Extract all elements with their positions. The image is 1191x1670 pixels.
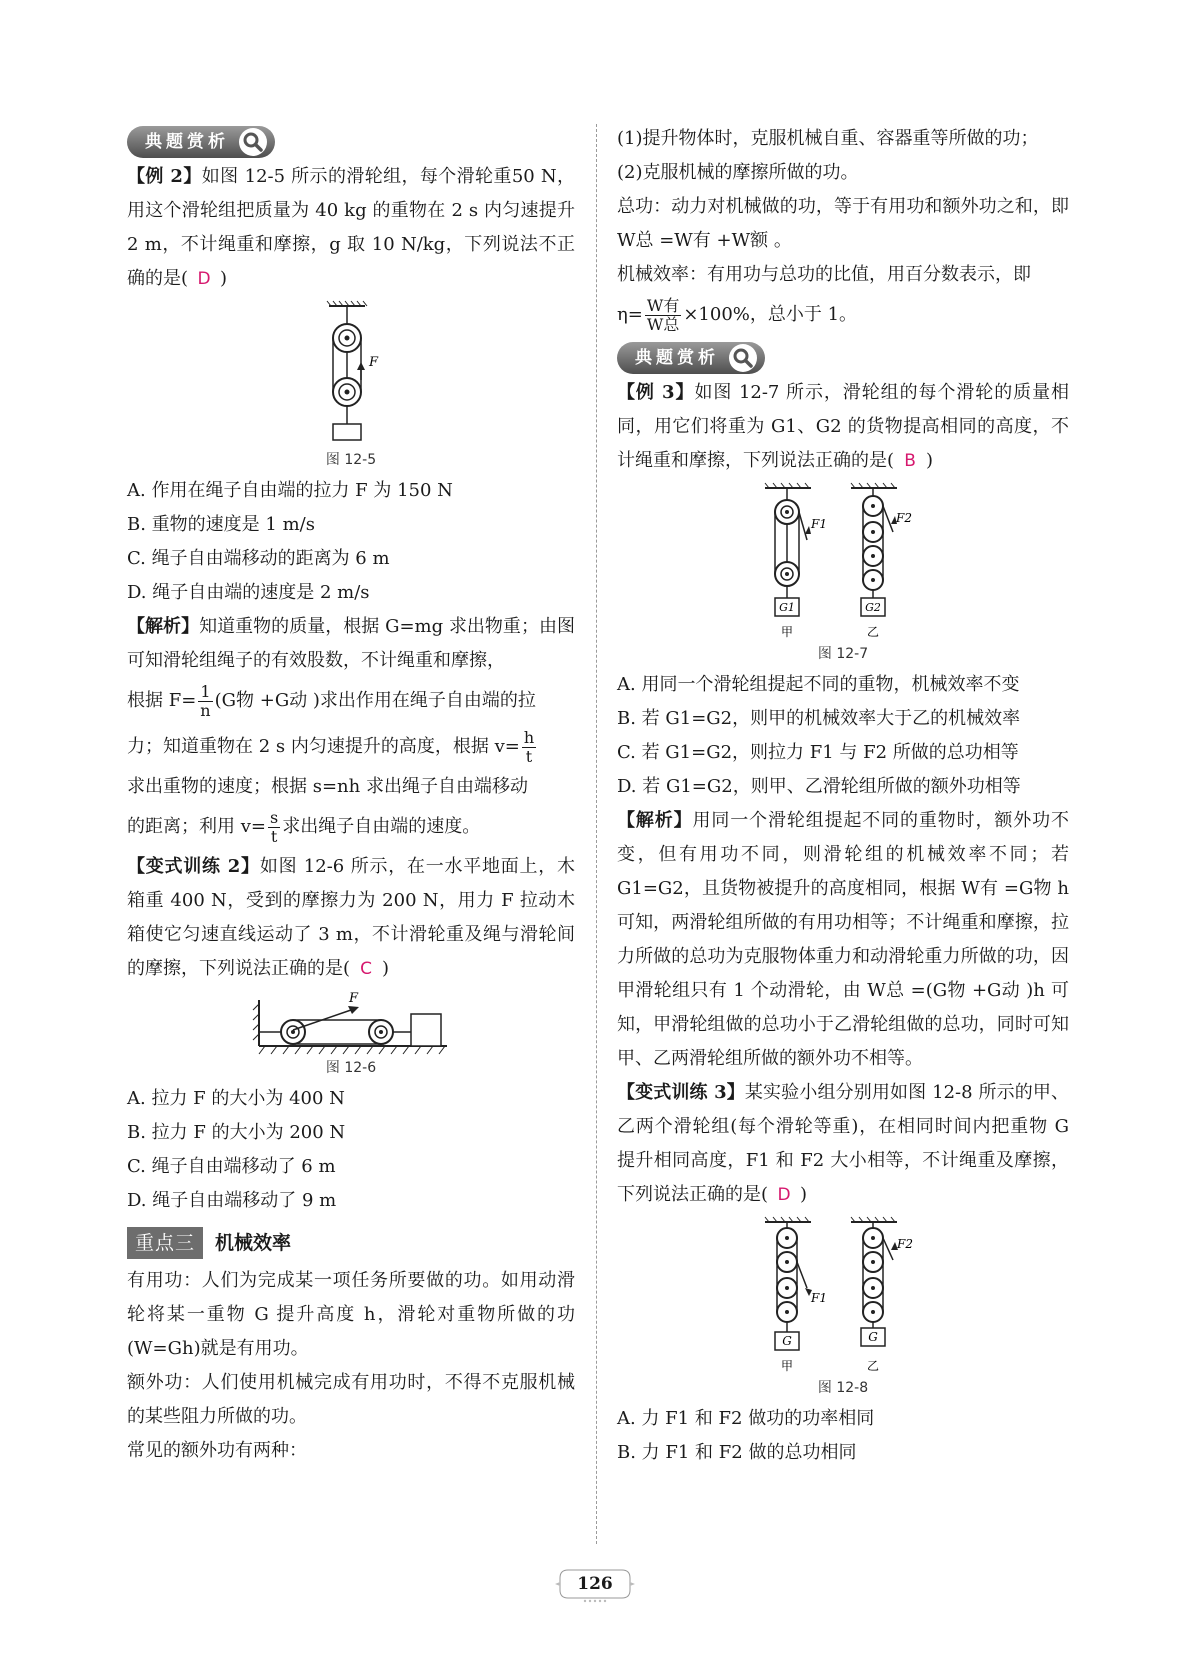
total-work-definition: 总功：动力对机械做的功，等于有用功和额外功之和，即 W总 =W有 +W额 。: [617, 196, 1069, 251]
variant-2-option-c: C. 绳子自由端移动了 6 m: [127, 1156, 336, 1177]
variant-2-option-b: B. 拉力 F 的大小为 200 N: [127, 1122, 346, 1143]
variant-2-text: 如图 12-6 所示，在一水平地面上，木箱重 400 N，受到的摩擦力为 200 N，用力 F 拉动木箱使它匀速直线运动了 3 m，不计滑轮重及绳与滑轮间的摩擦，下列说法正确的是(: [127, 856, 575, 979]
section-tag: 重点三: [127, 1227, 203, 1259]
example-2-tag: 【例 2】: [127, 166, 202, 187]
example-3-answer: B: [904, 451, 916, 471]
analysis-2-p3: [127, 724, 575, 770]
example-2-question: [127, 160, 575, 296]
fraction-numerator: 1: [198, 683, 212, 702]
figure-12-7: [617, 482, 1069, 664]
analysis-text: (G物 +G动 )求出作用在绳子自由端的拉: [214, 690, 536, 711]
figure-12-8: [617, 1216, 1069, 1398]
variant-3-answer: D: [777, 1185, 791, 1205]
analysis-text: 根据 F=: [127, 690, 197, 711]
example-2-option-a: A. 作用在绳子自由端的拉力 F 为 150 N: [127, 480, 453, 501]
extra-work-definition: 额外功：人们使用机械完成有用功时，不得不克服机械的某些阻力所做的功。: [127, 1372, 575, 1427]
example-2-answer: D: [197, 269, 211, 289]
close-paren: ): [220, 268, 228, 289]
analysis-text: 用同一个滑轮组提起不同的重物时，额外功不变，但有用功不同，则滑轮组的机械效率不同；若 G1=G2，且货物被提升的高度相同，根据 W有 =G物 h 可知，两滑轮组所做的有用功相等；不计绳重和摩擦，拉力所做的总功为克服物体重力和动滑轮重力所做的功，因甲滑轮组只有 1 个动滑轮，由 W总 =(G物 +G动 )h 可知，甲滑轮组做的总功小于乙滑轮组做的总功，同时可知甲、乙两滑轮组所做的额外功不相等。: [617, 810, 1070, 1069]
section-heading: [127, 1226, 575, 1260]
close-paren: ): [926, 450, 934, 471]
fraction-h-over-t: [522, 729, 536, 766]
analysis-text: 力；知道重物在 2 s 内匀速提升的高度，根据 v=: [127, 736, 520, 757]
force-label-f: F: [349, 991, 359, 1006]
pulley-diagram-12-6: [251, 990, 451, 1058]
fraction-denominator: t: [525, 746, 533, 766]
formula-rest: ×100%，总小于 1。: [683, 304, 858, 325]
label-yi: 乙: [866, 1359, 880, 1373]
fraction-denominator: t: [270, 826, 278, 846]
variant-3-text: 某实验小组分别用如图 12-8 所示的甲、乙两个滑轮组(每个滑轮等重)，在相同时间内把重物 G 提升相同高度，F1 和 F2 大小相等，不计绳重及摩擦，下列说法正确的是(: [617, 1082, 1069, 1205]
figure-12-7-caption: 图 12-7: [817, 646, 869, 662]
example-3-tag: 【例 3】: [617, 382, 695, 403]
figure-12-8-caption: 图 12-8: [817, 1380, 869, 1396]
weight-label-g: G: [782, 1334, 792, 1348]
label-yi: 乙: [866, 625, 880, 639]
example-3-option-b: B. 若 G1=G2，则甲的机械效率大于乙的机械效率: [617, 708, 1021, 729]
common-extra-work-intro: 常见的额外功有两种：: [127, 1440, 307, 1461]
close-paren: ): [382, 958, 390, 979]
pulley-diagram-12-8: [753, 1216, 933, 1378]
fraction-numerator: W有: [646, 295, 680, 315]
fraction-w-useful-over-w-total: [645, 297, 681, 334]
variant-2-answer: C: [360, 959, 372, 979]
figure-12-5-caption: 图 12-5: [325, 452, 377, 468]
force-label-f: F: [369, 355, 379, 370]
efficiency-definition: 机械效率：有用功与总功的比值，用百分数表示，即: [617, 264, 1031, 285]
weight-label-g1: G1: [779, 601, 795, 614]
force-label-f2: F2: [897, 1237, 913, 1251]
page-number-text: 126: [577, 1574, 613, 1594]
efficiency-formula: [617, 292, 1069, 338]
fraction-denominator: W总: [646, 314, 680, 334]
pulley-diagram-12-5: [311, 300, 391, 450]
example-2-option-d: D. 绳子自由端的速度是 2 m/s: [127, 582, 370, 603]
fraction-1-over-n: [198, 683, 212, 720]
magnifier-icon: [239, 128, 267, 156]
analysis-2-p2: [127, 678, 575, 724]
fraction-denominator: n: [200, 700, 211, 720]
variant-3-question: [617, 1076, 1069, 1212]
section-title: 机械效率: [215, 1232, 292, 1254]
page-number: [554, 1568, 636, 1604]
fraction-numerator: s: [269, 807, 279, 827]
variant-3-option-b: B. 力 F1 和 F2 做的总功相同: [617, 1442, 857, 1463]
example-3-question: [617, 376, 1069, 478]
variant-2-tag: 【变式训练 2】: [127, 856, 260, 877]
weight-label-g: G: [868, 1330, 878, 1344]
example-2-option-b: B. 重物的速度是 1 m/s: [127, 514, 315, 535]
extra-work-item-2: (2)克服机械的摩擦所做的功。: [617, 162, 859, 183]
section-badge-example: [617, 342, 765, 374]
analysis-text: 求出绳子自由端的速度。: [282, 816, 481, 837]
right-column: [617, 122, 1069, 1470]
column-divider: [596, 124, 597, 1544]
label-jia: 甲: [780, 625, 794, 639]
analysis-tag: 【解析】: [127, 616, 200, 637]
left-column: [127, 122, 575, 1468]
analysis-text: 知道重物的质量，根据 G=mg 求出物重；由图可知滑轮组绳子的有效股数，不计绳重和摩擦，: [127, 616, 575, 671]
fraction-numerator: h: [523, 727, 535, 747]
example-3-option-a: A. 用同一个滑轮组提起不同的重物，机械效率不变: [617, 674, 1020, 695]
variant-2-question: [127, 850, 575, 986]
example-3-text: 如图 12-7 所示，滑轮组的每个滑轮的质量相同，用它们将重为 G1、G2 的货物提高相同的高度，不计绳重和摩擦，下列说法正确的是(: [617, 382, 1069, 471]
pulley-diagram-12-7: [753, 482, 933, 644]
force-label-f1: F1: [811, 517, 827, 531]
extra-work-item-1: (1)提升物体时，克服机械自重、容器重等所做的功；: [617, 128, 1039, 149]
useful-work-definition: 有用功：人们为完成某一项任务所要做的功。如用动滑轮将某一重物 G 提升高度 h，滑轮对重物所做的功(W=Gh)就是有用功。: [127, 1270, 575, 1359]
force-label-f2: F2: [896, 511, 912, 525]
variant-2-option-d: D. 绳子自由端移动了 9 m: [127, 1190, 337, 1211]
analysis-tag: 【解析】: [617, 810, 693, 831]
analysis-3: [617, 804, 1069, 1076]
weight-label-g2: G2: [865, 601, 881, 614]
section-badge-example: [127, 126, 275, 158]
badge-label: 典题赏析: [145, 132, 229, 152]
badge-label: 典题赏析: [635, 348, 719, 368]
example-2-option-c: C. 绳子自由端移动的距离为 6 m: [127, 548, 390, 569]
force-label-f1: F1: [811, 1291, 827, 1305]
label-jia: 甲: [780, 1359, 794, 1373]
formula-eta: η=: [617, 304, 643, 325]
example-2-text: 如图 12-5 所示的滑轮组，每个滑轮重50 N，用这个滑轮组把质量为 40 kg 的重物在 2 s 内匀速提升 2 m，不计绳重和摩擦，g 取 10 N/kg，下列说法不正确的是(: [127, 166, 575, 289]
analysis-2-p5: [127, 804, 575, 850]
close-paren: ): [800, 1184, 808, 1205]
fraction-s-over-t: [268, 809, 280, 846]
variant-3-option-a: A. 力 F1 和 F2 做功的功率相同: [617, 1408, 875, 1429]
analysis-2-p1: [127, 610, 575, 678]
analysis-text: 的距离；利用 v=: [127, 816, 266, 837]
figure-12-5: [127, 300, 575, 470]
example-3-option-d: D. 若 G1=G2，则甲、乙滑轮组所做的额外功相等: [617, 776, 1021, 797]
variant-3-tag: 【变式训练 3】: [617, 1082, 745, 1103]
variant-2-option-a: A. 拉力 F 的大小为 400 N: [127, 1088, 345, 1109]
analysis-2-p4: 求出重物的速度；根据 s=nh 求出绳子自由端移动: [127, 776, 528, 797]
example-3-option-c: C. 若 G1=G2，则拉力 F1 与 F2 所做的总功相等: [617, 742, 1019, 763]
figure-12-6: [127, 990, 575, 1078]
figure-12-6-caption: 图 12-6: [325, 1060, 377, 1076]
magnifier-icon: [729, 344, 757, 372]
